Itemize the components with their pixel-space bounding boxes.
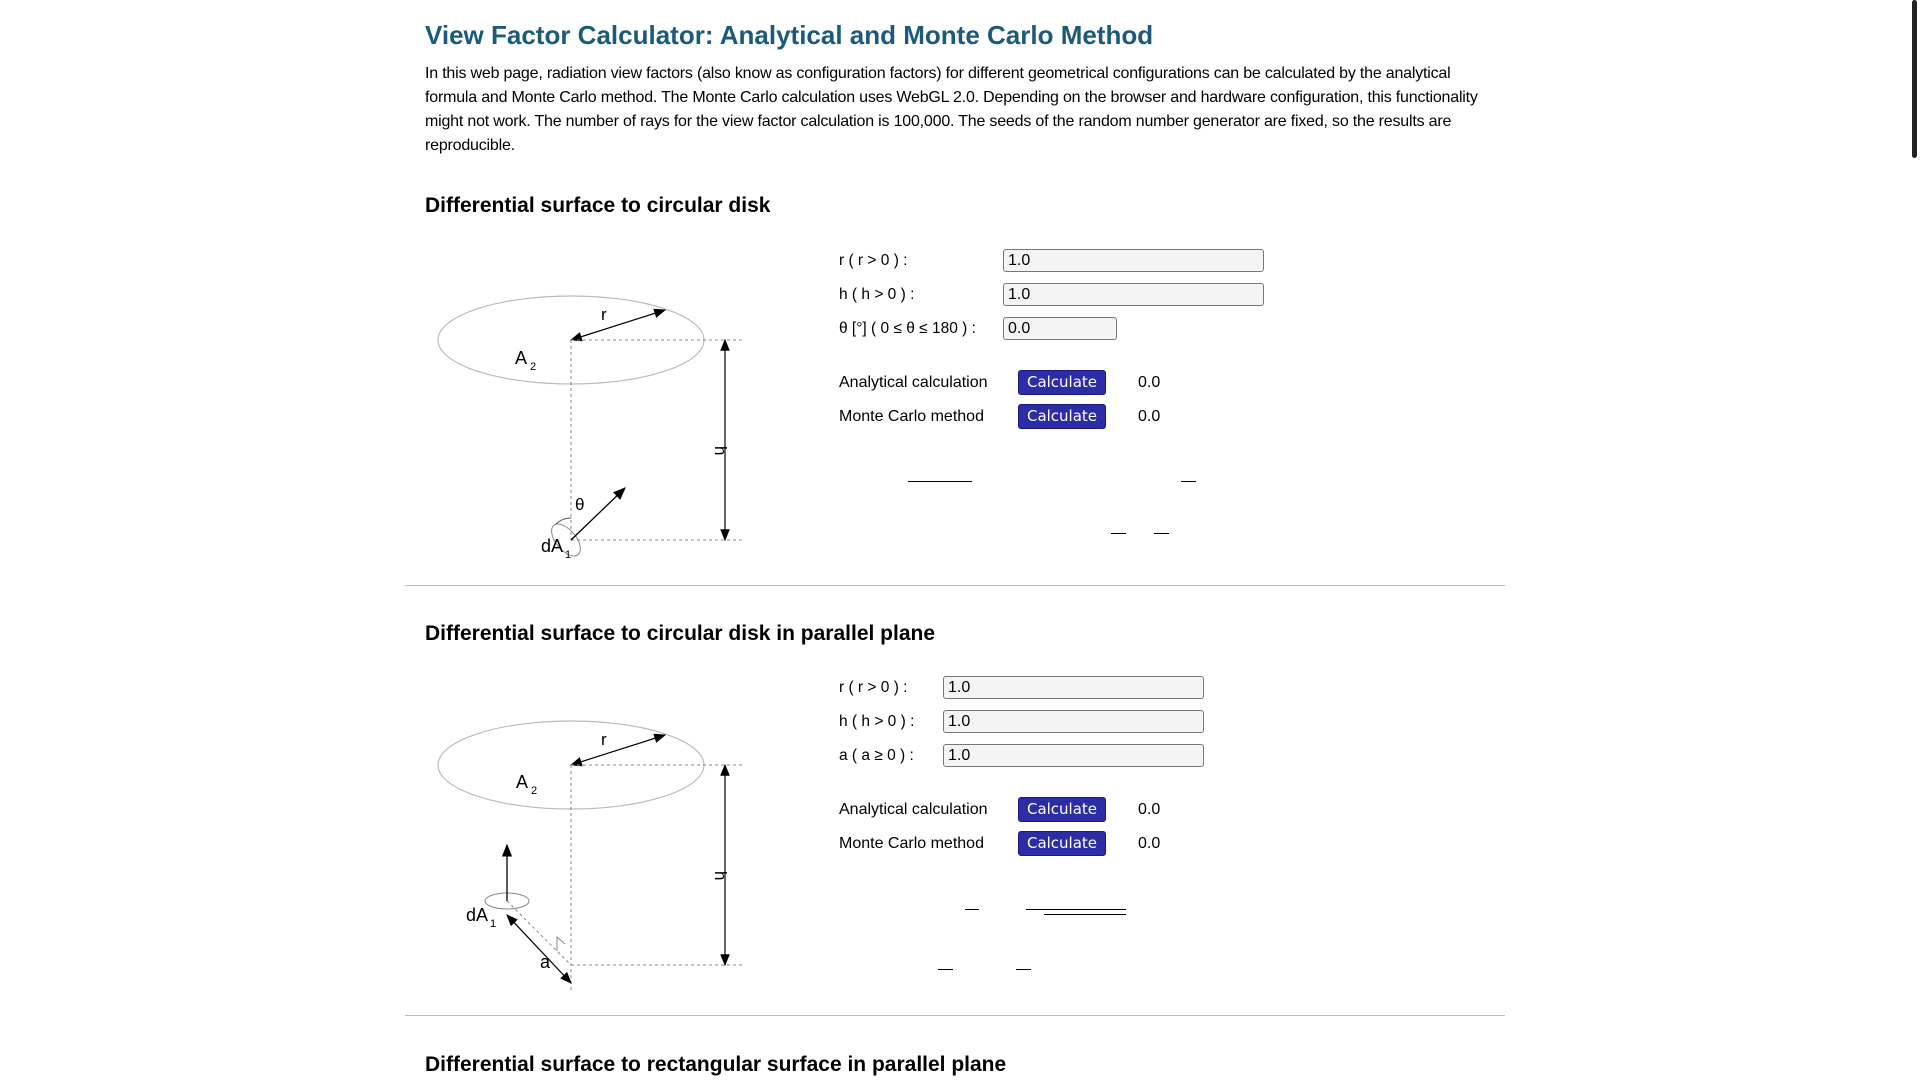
field-label-r: r ( r > 0 ) :	[839, 679, 908, 696]
field-label-h: h ( h > 0 ) :	[839, 713, 915, 730]
label-dA1: dA	[541, 536, 564, 556]
label-h: h	[711, 446, 730, 456]
formula-fraction-bar	[1044, 914, 1126, 915]
montecarlo-calculate-button[interactable]: Calculate	[1018, 404, 1106, 429]
label-a: a	[540, 952, 551, 972]
analytical-label: Analytical calculation	[839, 801, 988, 818]
figure-disk-parallel	[435, 715, 765, 1000]
theta-input[interactable]	[1003, 317, 1117, 340]
svg-text:1: 1	[490, 918, 497, 930]
field-label-r: r ( r > 0 ) :	[839, 252, 908, 269]
analytical-result: 0.0	[1138, 801, 1161, 818]
r-input[interactable]	[1003, 249, 1264, 272]
formula-fraction-bar	[1181, 481, 1196, 482]
montecarlo-label: Monte Carlo method	[839, 835, 984, 852]
svg-text:2: 2	[531, 785, 538, 797]
figure-disk	[435, 290, 765, 570]
montecarlo-label: Monte Carlo method	[839, 408, 984, 425]
label-r: r	[601, 730, 607, 749]
formula-fraction-bar	[965, 909, 979, 910]
analytical-label: Analytical calculation	[839, 374, 988, 391]
svg-text:2: 2	[530, 361, 537, 373]
montecarlo-result: 0.0	[1138, 408, 1161, 425]
analytical-result: 0.0	[1138, 374, 1161, 391]
formula-fraction-bar	[938, 969, 953, 970]
field-label-theta: θ [°] ( 0 ≤ θ ≤ 180 ) :	[839, 320, 976, 337]
section-title-disk-parallel: Differential surface to circular disk in parallel plane	[425, 622, 936, 645]
label-theta: θ	[575, 495, 585, 514]
vertical-scrollbar[interactable]	[1908, 0, 1920, 1080]
section-title-rect-parallel: Differential surface to rectangular surface in parallel plane	[425, 1053, 1007, 1076]
formula-fraction-bar	[1154, 533, 1169, 534]
a-input[interactable]	[943, 744, 1204, 767]
page-title: View Factor Calculator: Analytical and Monte Carlo Method	[425, 20, 1154, 50]
field-label-a: a ( a ≥ 0 ) :	[839, 747, 914, 764]
label-A2: A	[516, 772, 529, 792]
label-A2: A	[515, 348, 528, 368]
analytical-calculate-button[interactable]: Calculate	[1018, 797, 1106, 822]
section-divider	[405, 1015, 1505, 1016]
analytical-calculate-button[interactable]: Calculate	[1018, 370, 1106, 395]
intro-paragraph: In this web page, radiation view factors (also know as configuration factors) for different geometrical configurations can be calculated by the analytical formula and Monte Carlo method. The Monte Carlo calculation uses WebGL 2.0. Depending on the browser and hardware configuration, this functionality might not work. The number of rays for the view factor calculation is 100,000. The seeds of the random number generator are fixed, so the results are reproducible.	[425, 65, 1478, 154]
montecarlo-result: 0.0	[1138, 835, 1161, 852]
svg-text:1: 1	[565, 549, 572, 561]
montecarlo-calculate-button[interactable]: Calculate	[1018, 831, 1106, 856]
formula-fraction-bar	[908, 481, 972, 482]
formula-fraction-bar	[1026, 909, 1126, 910]
section-divider	[405, 585, 1505, 586]
h-input[interactable]	[943, 710, 1204, 733]
r-input[interactable]	[943, 676, 1204, 699]
label-h: h	[711, 871, 730, 881]
section-title-disk: Differential surface to circular disk	[425, 194, 771, 217]
formula-fraction-bar	[1016, 969, 1031, 970]
label-r: r	[601, 305, 607, 324]
formula-fraction-bar	[1111, 533, 1126, 534]
field-label-h: h ( h > 0 ) :	[839, 286, 915, 303]
label-dA1: dA	[466, 905, 489, 925]
scrollbar-thumb[interactable]	[1912, 0, 1917, 158]
h-input[interactable]	[1003, 283, 1264, 306]
